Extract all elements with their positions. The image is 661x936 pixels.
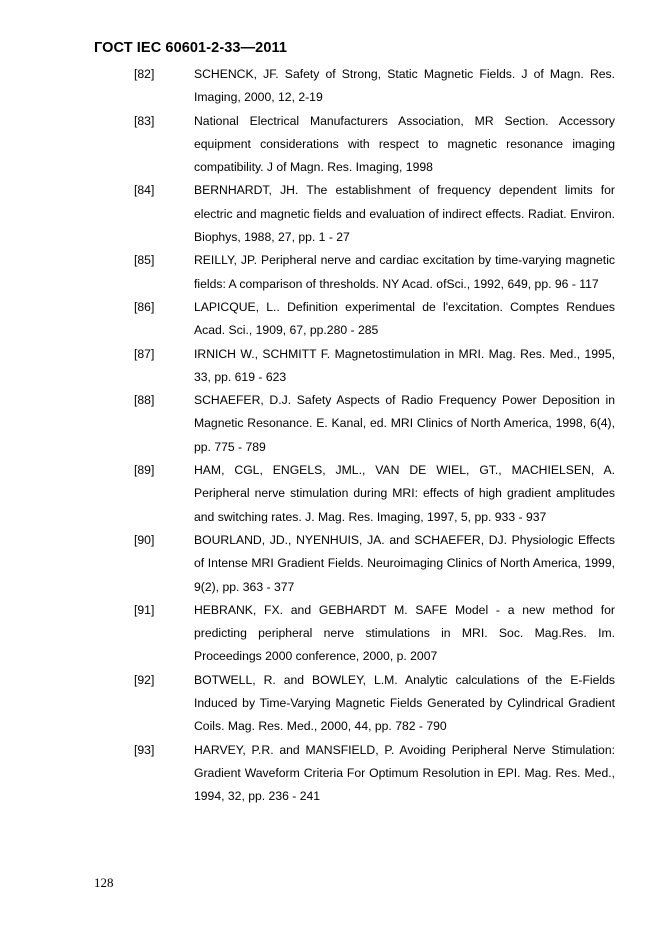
reference-item (134, 249, 615, 296)
reference-list (134, 63, 615, 809)
reference-text: REILLY, JP. Peripheral nerve and cardiac excitation by time-varying magnetic fields: A comparison of thresholds. NY Acad. ofSci., 1992, 649, pp. 96 - 117 (194, 253, 615, 291)
reference-text: IRNICH W., SCHMITT F. Magnetostimulation in MRI. Mag. Res. Med., 1995, 33, pp. 619 - 623 (194, 346, 615, 384)
reference-text: BERNHARDT, JH. The establishment of frequency dependent limits for electric and magnetic fields and evaluation of indirect effects. Radiat. Environ. Biophys, 1988, 27, pp. 1 - 27 (194, 183, 615, 245)
reference-item (134, 179, 615, 249)
reference-item (134, 110, 615, 180)
reference-text: BOURLAND, JD., NYENHUIS, JA. and SCHAEFER, DJ. Physiologic Effects of Intense MRI Gradient Fields. Neuroimaging Clinics of North America, 1999, 9(2), pp. 363 - 377 (194, 532, 615, 594)
reference-number: [86] (134, 299, 155, 314)
reference-item (134, 63, 615, 110)
reference-text: SCHENCK, JF. Safety of Strong, Static Magnetic Fields. J of Magn. Res. Imaging, 2000, 12, 2-19 (194, 67, 615, 105)
reference-text: BOTWELL, R. and BOWLEY, L.M. Analytic calculations of the E-Fields Induced by Time-Varying Magnetic Fields Generated by Cylindrical Gradient Coils. Mag. Res. Med., 2000, 44, pp. 782 - 790 (194, 672, 615, 734)
reference-text: SCHAEFER, D.J. Safety Aspects of Radio Frequency Power Deposition in Magnetic Resonance. E. Kanal, ed. MRI Clinics of North America, 1998, 6(4), pp. 775 - 789 (194, 393, 615, 454)
reference-number: [88] (134, 393, 155, 408)
reference-text: HEBRANK, FX. and GEBHARDT M. SAFE Model - a new method for predicting peripheral nerve stimulations in MRI. Soc. Mag.Res. Im. Proceedings 2000 conference, 2000, p. 2007 (194, 602, 615, 664)
reference-item (134, 529, 615, 599)
reference-number: [93] (134, 742, 155, 757)
document-header: ГОСТ IEC 60601-2-33—2011 (94, 40, 288, 56)
page-number: 128 (94, 875, 114, 890)
reference-item (134, 296, 615, 343)
reference-item (134, 459, 615, 529)
reference-number: [92] (134, 672, 155, 687)
reference-text: HARVEY, P.R. and MANSFIELD, P. Avoiding Peripheral Nerve Stimulation: Gradient Waveform Criteria For Optimum Resolution in EPI. Mag. Res. Med., 1994, 32, pp. 236 - 241 (194, 742, 615, 804)
reference-number: [82] (134, 67, 155, 81)
reference-number: [89] (134, 463, 155, 478)
reference-text: LAPICQUE, L.. Definition experimental de l'excitation. Comptes Rendues Acad. Sci., 1909, 67, pp.280 - 285 (194, 299, 615, 338)
reference-item (134, 343, 615, 390)
reference-item (134, 739, 615, 809)
reference-number: [85] (134, 253, 155, 268)
reference-number: [90] (134, 532, 155, 547)
reference-number: [83] (134, 113, 155, 128)
reference-text: National Electrical Manufacturers Association, MR Section. Accessory equipment considerations with respect to magnetic resonance imaging compatibility. J of Magn. Res. Imaging, 1998 (194, 113, 615, 175)
reference-number: [87] (134, 346, 155, 361)
reference-item (134, 389, 615, 459)
reference-item (134, 669, 615, 739)
reference-item (134, 599, 615, 669)
reference-number: [84] (134, 183, 155, 198)
reference-number: [91] (134, 602, 155, 617)
reference-text: HAM, CGL, ENGELS, JML., VAN DE WIEL, GT., MACHIELSEN, A. Peripheral nerve stimulation during MRI: effects of high gradient amplitudes and switching rates. J. Mag. Res. Imaging, 1997, 5, pp. 933 - 937 (194, 463, 615, 524)
